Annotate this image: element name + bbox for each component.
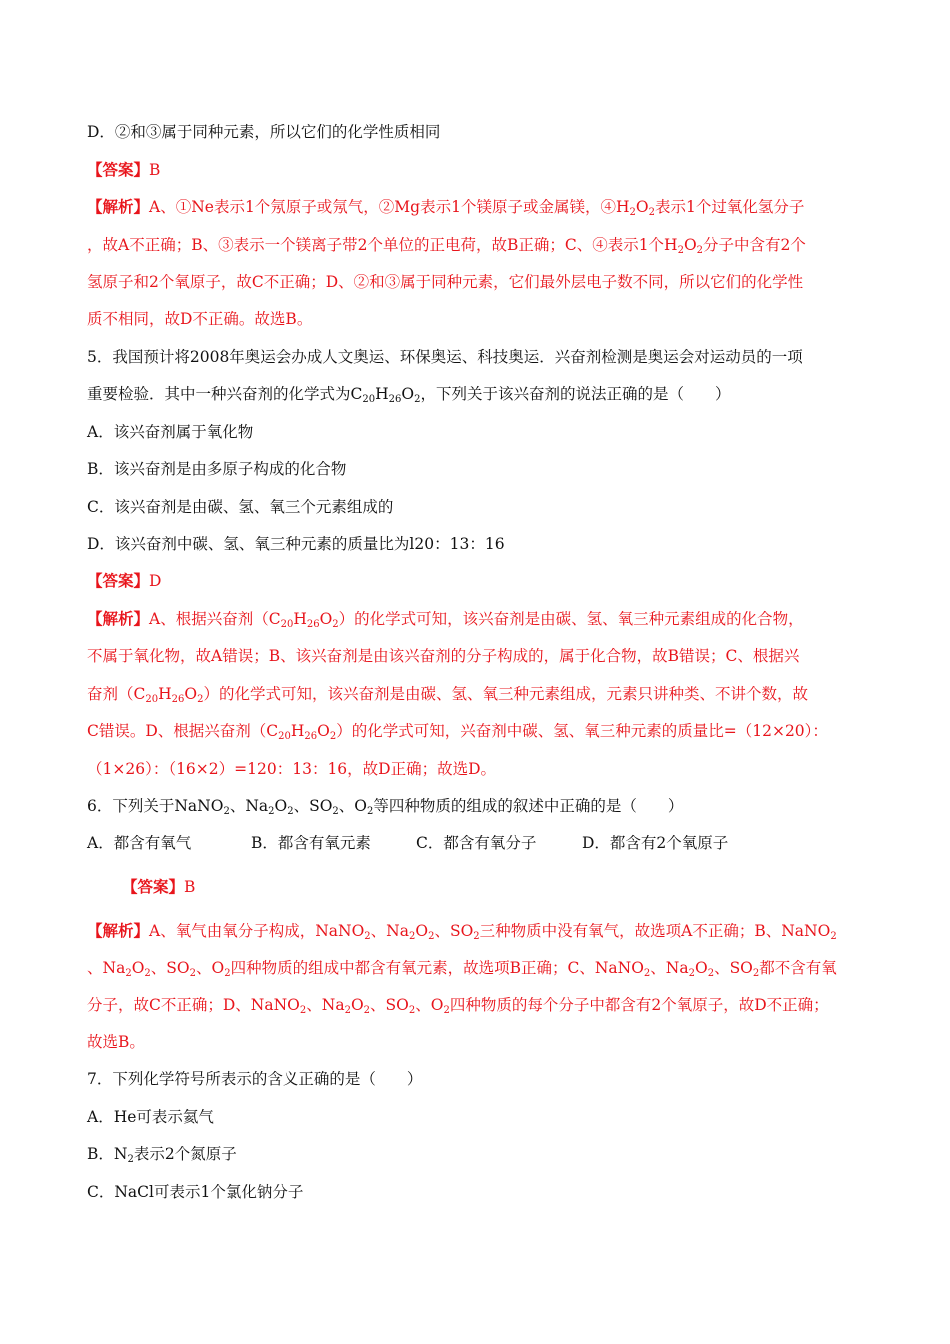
q6-analysis-line-3: 分子，故C不正确；D、NaNO$_2$、$Na_2O_2$、$SO_2$、$O_2$四种物质的每个分子中都含有2个氧原子，故D不正确；	[87, 996, 829, 1016]
answer-label: 【答案】	[87, 571, 150, 590]
q5-analysis-line-5: （1×26）：（16×2）=120：13：16，故D正确；故选D。	[87, 760, 497, 778]
q5-analysis-line-1: 【解析】A、根据兴奋剂$(C_{20}H_{26}O_2)$的化学式可知，该兴奋剂是由碳、氢、氧三种元素组成的化合物，	[87, 609, 804, 630]
q6-answer: 【答案】B	[122, 877, 196, 896]
analysis-label: 【解析】	[87, 921, 150, 940]
q7-option-b: B．$N_2$表示2个氮原子	[87, 1145, 237, 1165]
answer-label: 【答案】	[122, 877, 185, 896]
q7-option-c: C．NaCl可表示1个氯化钠分子	[87, 1183, 304, 1201]
q7-option-a: A．He可表示氦气	[87, 1108, 214, 1126]
q5-stem-line-2: 重要检验．其中一种兴奋剂的化学式为$C_{20}H_{26}O_2$，下列关于该兴奋剂的说法正确的是（ ）	[87, 385, 731, 405]
q6-options	[87, 833, 890, 853]
q5-option-b: B．该兴奋剂是由多原子构成的化合物	[87, 460, 347, 478]
q4-answer: 【答案】B	[87, 160, 161, 179]
q6-analysis-line-2: 、$Na_2O_2$、$SO_2$、$O_2$四种物质的组成中都含有氧元素，故选项B正确；C、NaNO$_2$、$Na_2O_2$、$SO_2$都不含有氧	[87, 959, 837, 979]
q5-analysis-line-3: 奋剂$(C_{20}H_{26}O_2)$的化学式可知，该兴奋剂是由碳、氢、氧三种元素组成，元素只讲种类、不讲个数，故	[87, 685, 808, 705]
q4-analysis-line-1: 【解析】A、①Ne表示1个氖原子或氖气，②Mg表示1个镁原子或金属镁，$④H_2O_2$表示1个过氧化氢分子	[87, 197, 805, 218]
q5-option-d: D．该兴奋剂中碳、氢、氧三种元素的质量比为l20：13：16	[87, 535, 505, 553]
q6-option-c: C．都含有氧分子	[416, 834, 537, 852]
q4-analysis-line-4: 质不相同，故D不正确。故选B。	[87, 310, 313, 328]
q6-option-a: A．都含有氧气	[87, 834, 192, 852]
q5-option-c: C．该兴奋剂是由碳、氢、氧三个元素组成的	[87, 498, 394, 516]
q6-option-d: D．都含有2个氧原子	[582, 834, 729, 852]
q5-analysis-line-4: C错误。D、根据兴奋剂$(C_{20}H_{26}O_2)$的化学式可知，兴奋剂中碳、氢、氧三种元素的质量比=（12×20）：	[87, 722, 828, 742]
answer-label: 【答案】	[87, 160, 150, 179]
q4-analysis-line-3: 氢原子和2个氧原子，故C不正确；D、②和③属于同种元素，它们最外层电子数不同，所以它们的化学性	[87, 273, 804, 291]
q5-stem-line-1: 5．我国预计将2008年奥运会办成人文奥运、环保奥运、科技奥运．兴奋剂检测是奥运会对运动员的一项	[87, 348, 803, 366]
analysis-label: 【解析】	[87, 197, 150, 216]
q6-stem: 6．下列关于NaNO$_2$、$Na_2O_2$、$SO_2$、$O_2$等四种物质的组成的叙述中正确的是（ ）	[87, 797, 684, 817]
q5-analysis-line-2: 不属于氧化物，故A错误；B、该兴奋剂是由该兴奋剂的分子构成的，属于化合物，故B错误；C、根据兴	[87, 647, 800, 665]
q6-option-b: B．都含有氧元素	[251, 834, 371, 852]
q6-analysis-line-1: 【解析】A、氧气由氧分子构成，NaNO$_2$、$Na_2O_2$、$SO_2$三种物质中没有氧气，故选项A不正确；B、NaNO$_2$	[87, 921, 837, 942]
q5-answer: 【答案】D	[87, 571, 162, 590]
q6-analysis-line-4: 故选B。	[87, 1033, 145, 1051]
analysis-label: 【解析】	[87, 609, 150, 628]
q4-option-d: D．②和③属于同种元素，所以它们的化学性质相同	[87, 123, 441, 141]
q5-option-a: A．该兴奋剂属于氧化物	[87, 423, 254, 441]
q4-analysis-line-2: ，故A不正确；B、③表示一个镁离子带2个单位的正电荷，故B正确；C、④表示1个$H_2O_2$分子中含有2个	[87, 236, 806, 256]
q7-stem: 7．下列化学符号所表示的含义正确的是（ ）	[87, 1070, 423, 1088]
